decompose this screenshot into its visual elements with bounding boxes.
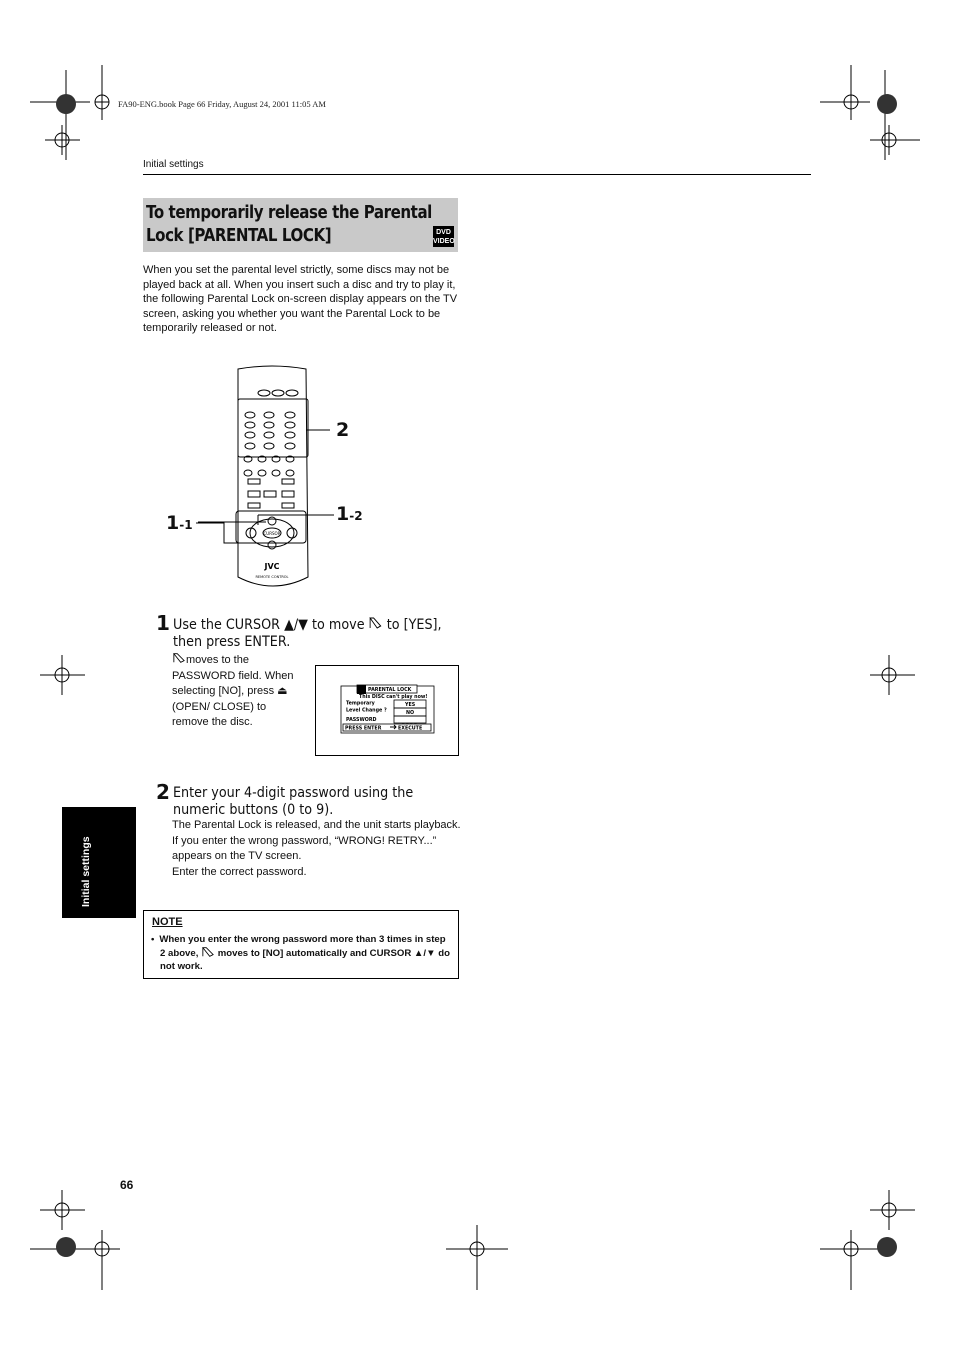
remote-caption: REMOTE CONTROL bbox=[255, 575, 289, 579]
step-1-number: 1 bbox=[156, 611, 170, 635]
step-1-title bbox=[173, 616, 446, 651]
step-1-body-rest: PASSWORD field. When selecting [NO], press ⏏ (OPEN/ CLOSE) to remove the disc. bbox=[172, 669, 294, 729]
pointer-icon bbox=[172, 652, 186, 664]
step-2-body-3: Enter the correct password. bbox=[172, 865, 307, 878]
callout-1-2-sub: -2 bbox=[349, 509, 363, 523]
step-1-body-first: moves to the bbox=[186, 654, 249, 666]
step-2-title: Enter your 4-digit password using the numeric buttons (0 to 9). bbox=[173, 785, 414, 818]
side-tab-label: Initial settings bbox=[80, 836, 92, 907]
header-rule bbox=[143, 174, 811, 175]
badge-bottom: VIDEO bbox=[433, 238, 455, 245]
note-text-a: When you enter the wrong password more than 3 times in step 2 above, bbox=[159, 934, 446, 959]
file-info: FA90-ENG.book Page 66 Friday, August 24, 2001 11:05 AM bbox=[118, 99, 326, 109]
osd-graphic bbox=[316, 666, 458, 755]
osd-yes: YES bbox=[405, 703, 416, 708]
osd-password-label: PASSWORD bbox=[346, 718, 377, 723]
intro-paragraph: When you set the parental level strictly, some discs may not be played back at all. When you insert such a disc and try to play it, the following Parental Lock on-screen display appears on the TV screen, asking you whether you want the Parental Lock to be temporarily released or not. bbox=[143, 264, 458, 335]
osd-password-value: _ _ _ _ bbox=[402, 719, 417, 724]
step-2-number: 2 bbox=[156, 780, 170, 804]
callout-2: 2 bbox=[336, 419, 350, 441]
step-2-body bbox=[172, 818, 462, 880]
page-number: 66 bbox=[120, 1178, 134, 1192]
step-2-body-1: The Parental Lock is released, and the unit starts playback. bbox=[172, 819, 461, 831]
osd-no: NO bbox=[406, 711, 415, 716]
note-box bbox=[143, 910, 459, 979]
callout-1-1-main: 1 bbox=[166, 512, 180, 534]
step-2-body-2: If you enter the wrong password, “WRONG! RETRY...” appears on the TV screen. bbox=[172, 834, 437, 863]
osd-level-change: Level Change ? bbox=[346, 708, 387, 714]
remote-brand: JVC bbox=[264, 562, 280, 571]
callout-1-2-main: 1 bbox=[336, 503, 350, 525]
osd-temporary: Temporary bbox=[346, 701, 375, 707]
pointer-icon bbox=[369, 616, 383, 630]
step-1-title-b: to [YES], then press ENTER. bbox=[173, 617, 442, 650]
dvd-video-badge bbox=[433, 226, 454, 247]
osd-header: PARENTAL LOCK bbox=[368, 688, 412, 693]
callout-1-1 bbox=[166, 512, 193, 534]
badge-top: DVD bbox=[436, 229, 451, 236]
section-label: Initial settings bbox=[143, 159, 204, 170]
cursor-label: CURSOR bbox=[263, 531, 281, 536]
side-tab bbox=[62, 807, 136, 918]
note-title: NOTE bbox=[152, 916, 183, 928]
osd-screen bbox=[315, 665, 459, 756]
callout-1-2 bbox=[336, 503, 363, 525]
osd-footer-right: EXECUTE bbox=[398, 726, 423, 732]
page-title: To temporarily release the Parental Lock [PARENTAL LOCK] bbox=[146, 203, 432, 246]
note-text bbox=[151, 933, 452, 973]
title-box bbox=[143, 198, 458, 252]
callout-1-1-sub: -1 bbox=[179, 518, 193, 532]
step-1-body bbox=[172, 652, 297, 731]
note-text-b: moves to [NO] automatically and CURSOR ▲/▼ do not work. bbox=[160, 948, 450, 972]
bullet: • bbox=[151, 934, 155, 945]
step-1-title-a: Use the CURSOR ▲/▼ to move bbox=[173, 617, 365, 633]
osd-message: This DISC can't play now! bbox=[359, 695, 428, 700]
osd-footer-left: PRESS ENTER bbox=[345, 726, 382, 732]
remote-control-illustration bbox=[160, 363, 370, 595]
pointer-icon bbox=[201, 946, 215, 958]
